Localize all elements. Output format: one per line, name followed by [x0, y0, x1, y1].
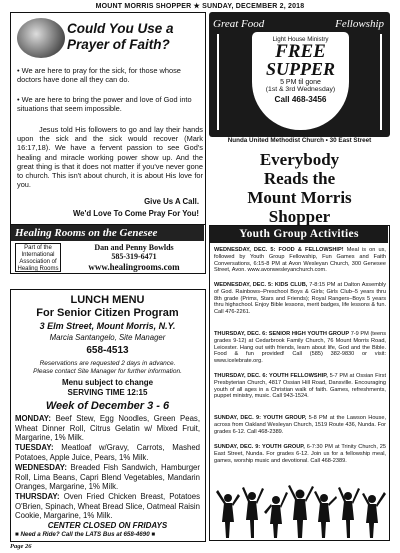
lunch-subject-change: Menu subject to change	[61, 378, 154, 387]
lunch-location: 3 Elm Street, Mount Morris, N.Y.	[39, 321, 176, 331]
supper-time: 5 PM til gone	[280, 79, 321, 86]
menu-day	[15, 492, 200, 521]
dancing-silhouettes-icon	[214, 484, 386, 538]
lunch-ride: ■ Need a Ride? Call the LATS Bus at 658-4690 ■	[15, 531, 156, 538]
youth-group-box	[209, 225, 390, 541]
youth-item-text: Meal is on us, followed by Youth Group Fellowship, Fun Games and Faith Conversations, 6:15-8 PM at Avon Wesleyan Church, 300 Genesee Street, Avon. www.avonwesleyanchurch.com.	[214, 247, 386, 274]
supper-call: Call 468-3456	[274, 95, 327, 104]
youth-item	[214, 415, 386, 435]
healing-rooms-ad	[10, 224, 206, 274]
menu-day-label: TUESDAY:	[15, 443, 54, 452]
lunch-serving-time: SERVING TIME 12:15	[67, 388, 148, 397]
lunch-menu-box	[10, 289, 206, 542]
youth-item-head: THURSDAY, DEC. 6: YOUTH FELLOWSHIP,	[214, 373, 328, 379]
healing-names-text: Dan and Penny Bowlds	[94, 243, 174, 252]
supper-plate	[252, 32, 349, 130]
youth-item-text: 5-8 PM at the Lawson House, across from Oakland Wesleyan Church, 1519 Route 436, Nunda. For grades 6-12. Call 468-2389.	[214, 415, 387, 435]
lunch-manager: Marcia Santangelo, Site Manager	[49, 333, 166, 342]
lunch-title: LUNCH MENU	[70, 294, 145, 306]
lunch-phone: 658-4513	[86, 345, 129, 356]
lunch-contact-note: Please contact Site Manager for further information.	[33, 368, 182, 375]
lunch-subtitle: For Senior Citizen Program	[36, 307, 179, 319]
healing-phone: 585-319-6471	[111, 252, 157, 261]
great-food-label: Great Food	[213, 18, 265, 30]
prayer-give-call: Give Us A Call.	[144, 197, 199, 206]
prayer-bullet: • We are here to bring the power and love of God into situations that seem impossible.	[17, 95, 192, 114]
supper-ministry: Light House Ministry	[272, 36, 329, 43]
prayer-bullet: • We are here to pray for the sick, for those whose doctors have done all they can do.	[17, 66, 181, 85]
fork-icon	[217, 34, 247, 130]
menu-day	[15, 463, 200, 492]
menu-day-items: Meatloaf w/Gravy, Carrots, Mashed Potatoes, Apple Juice, Pears, 1% Milk.	[15, 443, 200, 462]
menu-day-items: Breaded Fish Sandwich, Hamburger Roll, Lima Beans, Capri Blend Vegetables, Mandarin Oranges, Margarine, 1% Milk.	[15, 463, 200, 492]
globe-logo-icon	[17, 18, 65, 58]
menu-day-label: THURSDAY:	[15, 492, 60, 501]
page-number: Page 26	[10, 543, 32, 550]
youth-item	[214, 247, 386, 274]
fellowship-label: Fellowship	[335, 18, 384, 30]
supper-supper: SUPPER	[265, 59, 335, 79]
youth-item-head: THURSDAY, DEC. 6: SENIOR HIGH YOUTH GROUP	[214, 331, 350, 337]
reads-line: Reads the	[263, 169, 336, 188]
menu-day-label: MONDAY:	[15, 414, 51, 423]
youth-item-text: 7-8:15 PM at Dalton Assembly of God. Rainbows–Preschool Boys & Girls; Girls Club–5 years thru 8th grade (Prims, Stars and Friends); Royal Rangers–Boys 5 years thru highschool. Enjoy Bible lessons, merit badges, life lessons & fun. Call 476-2261.	[214, 282, 386, 316]
supper-church: Nunda United Methodist Church • 30 East Street	[227, 137, 372, 144]
reads-line: Everybody	[259, 150, 340, 169]
masthead: MOUNT MORRIS SHOPPER ★ SUNDAY, DECEMBER 2, 2018	[95, 3, 305, 10]
prayer-body: Jesus told His followers to go and lay their hands upon the sick and the sick would recover (Mark 16:17,18). We have a fervent passion to see God's healing and miracle working power show up. And the great thing is that it does not matter if you've never gone to church. This isn't about church, it is about His love for you.	[17, 125, 203, 190]
menu-day-items: Beef Stew, Egg Noodles, Green Peas, Wheat Dinner Roll, Citrus Gelatin w/ Mixed Fruit, Margarine, 1% Milk.	[15, 414, 200, 443]
reads-line: Shopper	[268, 207, 331, 226]
youth-item	[214, 331, 386, 365]
healing-title: Healing Rooms on the Genesee	[11, 225, 204, 241]
youth-item-text: 7-9 PM (teens grades 9-12) at Cedarbrook Family Church, 76 Mount Morris Road, Leicester. Hang out with friends, learn about life, God and the Bible. Food & fun provided! Call (585) 382-9830 or visit: www.icelebrate.org.	[214, 331, 386, 365]
youth-item-head: SUNDAY, DEC. 9: YOUTH GROUP,	[214, 415, 307, 421]
lunch-week: Week of December 3 - 6	[45, 400, 170, 412]
youth-title: Youth Group Activities	[210, 226, 388, 243]
lunch-reservation-note: Reservations are requested 2 days in advance.	[39, 360, 176, 367]
youth-item-head: WEDNESDAY, DEC. 5: KIDS CLUB,	[214, 282, 308, 288]
youth-item	[214, 444, 386, 464]
prayer-welcome: We'd Love To Come Pray For You!	[72, 209, 199, 218]
menu-day	[15, 443, 200, 462]
menu-day-label: WEDNESDAY:	[15, 463, 67, 472]
healing-part: Part of the International Association of Healing Rooms	[15, 243, 61, 272]
menu-day-items: Oven Fried Chicken Breast, Potatoes O'Brien, Spinach, Wheat Bread Slice, Oatmeal Raisin Cookie, Margarine, 1% Milk.	[15, 492, 200, 521]
spoon-icon	[352, 34, 382, 130]
supper-when: (1st & 3rd Wednesday)	[265, 86, 336, 93]
youth-item-text: 5-7 PM at Ossian First Presbyterian Church, 4817 Ossian Hill Road, Dansville. Encouraging youth of all ages in a Christian walk of faith. Games, refreshments, puppet ministry, music. Call 943-1524.	[214, 373, 387, 400]
reads-line: Mount Morris	[247, 188, 352, 207]
free-supper-ad	[209, 12, 390, 137]
youth-item	[214, 373, 386, 400]
youth-item-head: SUNDAY, DEC. 9: YOUTH GROUP,	[214, 444, 305, 450]
supper-free: FREE	[275, 41, 326, 62]
healing-names	[65, 243, 203, 261]
prayer-title: Could You Use a Prayer of Faith?	[67, 21, 174, 52]
menu-day	[15, 414, 200, 443]
youth-item	[214, 282, 386, 316]
everybody-reads	[209, 150, 390, 226]
prayer-ad	[10, 12, 206, 225]
youth-item-head: WEDNESDAY, DEC. 5: FOOD & FELLOWSHIP!	[214, 247, 344, 253]
youth-item-text: 6-7:30 PM at Trinity Church, 25 East Street, Nunda. For grades 6-12. Join us for a fellowship meal, games, worship music and devotional. Call 468-2389.	[214, 444, 387, 464]
lunch-closed: CENTER CLOSED ON FRIDAYS	[47, 521, 168, 530]
healing-url[interactable]: www.healingrooms.com	[88, 262, 180, 272]
